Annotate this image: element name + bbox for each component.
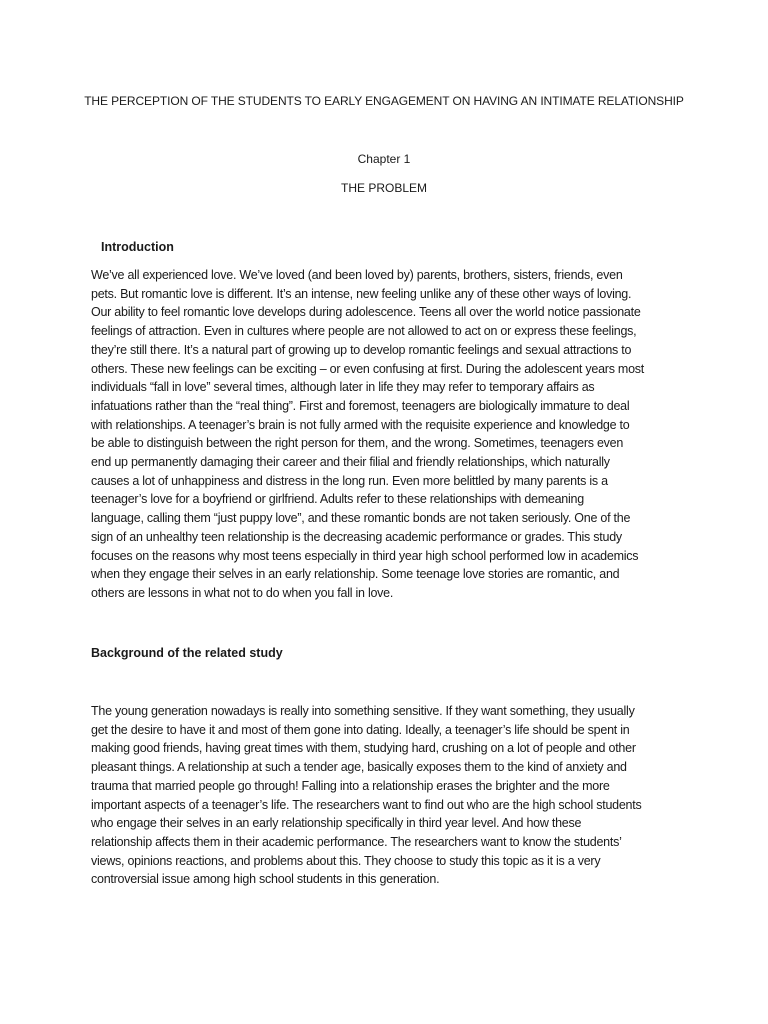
text-line: important aspects of a teenager’s life. The researchers want to find out who are the high school students (91, 797, 642, 812)
introduction-heading: Introduction (101, 240, 174, 254)
introduction-paragraph (91, 266, 691, 603)
text-line: language, calling them “just puppy love”, and these romantic bonds are not taken seriously. One of the (91, 511, 631, 526)
text-line: get the desire to have it and most of them gone into dating. Ideally, a teenager’s life should be spent in (91, 722, 630, 737)
text-line: when they engage their selves in an early relationship. Some teenage love stories are romantic, and (91, 567, 620, 582)
text-line: others. These new feelings can be exciting – or even confusing at first. During the adolescent years most (91, 361, 645, 376)
document-title: THE PERCEPTION OF THE STUDENTS TO EARLY ENGAGEMENT ON HAVING AN INTIMATE RELATIONSHIP (84, 94, 684, 108)
text-line: pets. But romantic love is different. It’s an intense, new feeling unlike any of these other ways of loving. (91, 286, 632, 301)
text-line: making good friends, having great times with them, studying hard, crushing on a lot of people and other (91, 741, 636, 756)
text-line: The young generation nowadays is really into something sensitive. If they want something, they usually (91, 704, 635, 718)
text-line: be able to distinguish between the right person for them, and the wrong. Sometimes, teenagers even (91, 436, 624, 451)
text-line: Our ability to feel romantic love develops during adolescence. Teens all over the world notice passionate (91, 305, 641, 320)
text-line: others are lessons in what not to do when you fall in love. (91, 585, 394, 600)
text-line: end up permanently damaging their career and their filial and friendly relationships, which naturally (91, 455, 610, 470)
text-line: views, opinions reactions, and problems about this. They choose to study this topic as it is a very (91, 853, 601, 868)
text-line: pleasant things. A relationship at such a tender age, basically exposes them to the kind of anxiety and (91, 760, 627, 775)
background-heading: Background of the related study (91, 646, 283, 660)
text-line: relationship affects them in their academic performance. The researchers want to know the students’ (91, 834, 622, 849)
text-line: they’re still there. It’s a natural part of growing up to develop romantic feelings and sexual attractions to (91, 342, 632, 357)
text-line: We’ve all experienced love. We’ve loved (and been loved by) parents, brothers, sisters, friends, even (91, 268, 623, 282)
text-line: infatuations rather than the “real thing”. First and foremost, teenagers are biologically immature to deal (91, 398, 630, 413)
text-line: sign of an unhealthy teen relationship is the decreasing academic performance or grades. This study (91, 529, 622, 544)
text-line: focuses on the reasons why most teens especially in third year high school performed low in academics (91, 548, 639, 563)
text-line: trauma that married people go through! Falling into a relationship erases the brighter and the more (91, 778, 610, 793)
text-line: feelings of attraction. Even in cultures where people are not allowed to act on or express these feelings, (91, 324, 637, 339)
text-line: controversial issue among high school students in this generation. (91, 872, 440, 887)
chapter-subtitle: THE PROBLEM (340, 181, 427, 195)
text-line: causes a lot of unhappiness and distress in the long run. Even more belittled by many parents is a (91, 473, 608, 488)
text-line: with relationships. A teenager’s brain is not fully armed with the requisite experience and knowledge to (91, 417, 630, 432)
text-line: teenager’s love for a boyfriend or girlfriend. Adults refer to these relationships with demeaning (91, 492, 584, 507)
text-line: individuals “fall in love” several times, although later in life they may refer to temporary affairs as (91, 380, 595, 395)
background-paragraph (91, 702, 691, 889)
chapter-label: Chapter 1 (357, 152, 411, 166)
text-line: who engage their selves in an early relationship specifically in third year level. And how these (91, 816, 582, 831)
